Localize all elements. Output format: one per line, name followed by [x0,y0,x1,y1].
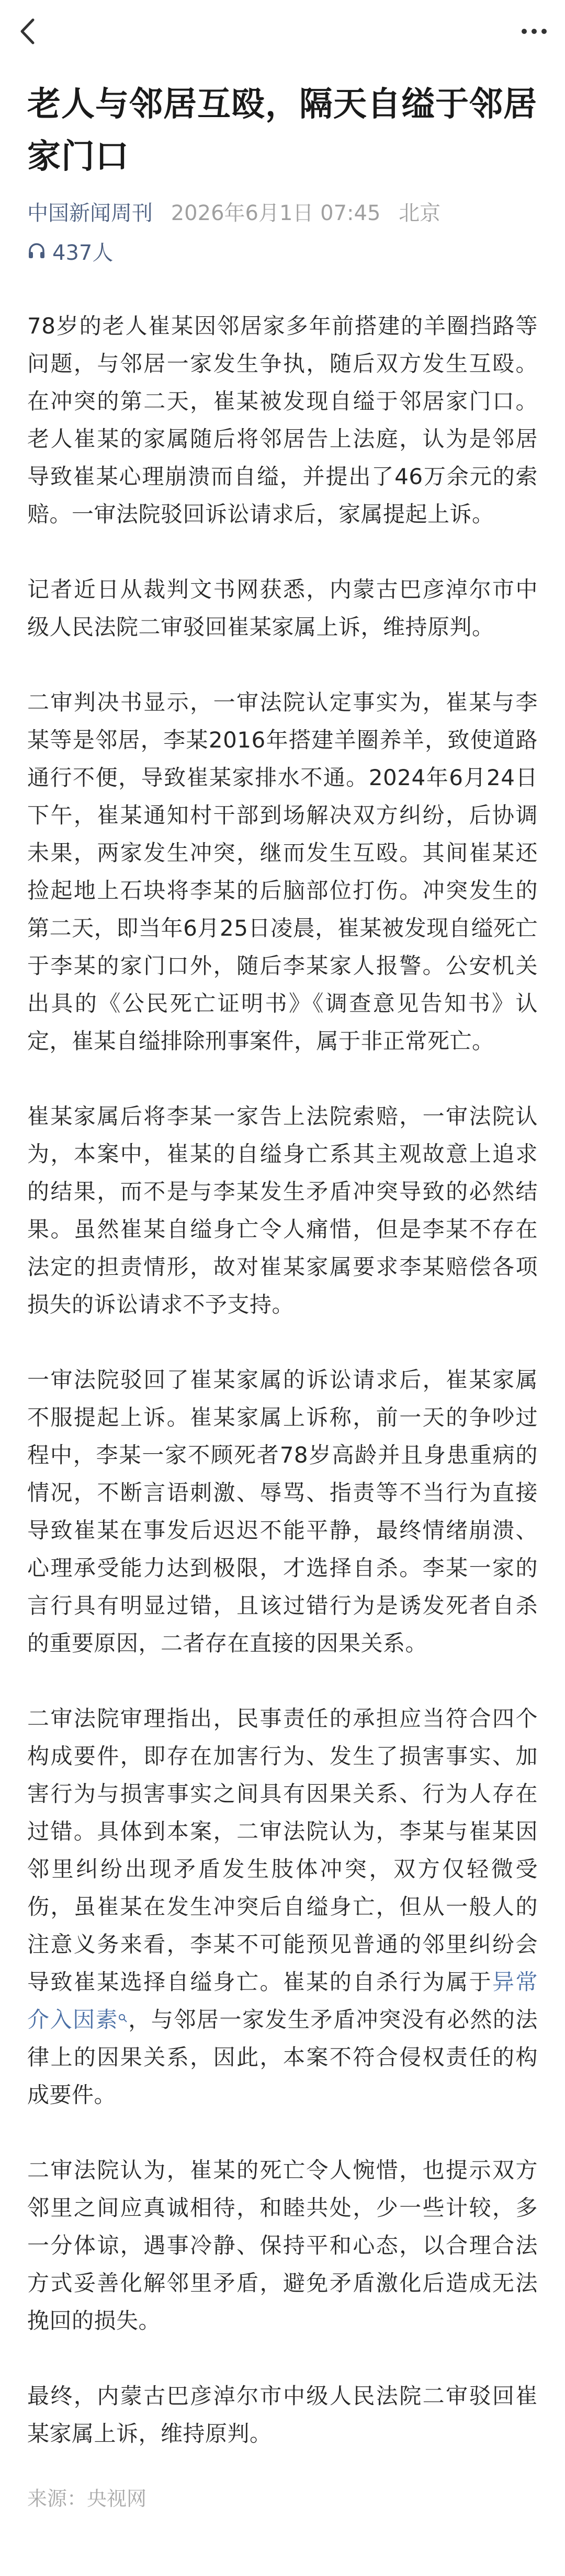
article-meta [27,199,538,228]
back-button[interactable] [12,15,43,48]
paragraph-4: 崔某家属后将李某一家告上法院索赔，一审法院认为，本案中，崔某的自缢身亡系其主观故意上追求的结果，而不是与李某发生矛盾冲突导致的必然结果。虽然崔某自缢身亡令人痛惜，但是李某不存在法定的担责情形，故对崔某家属要求李某赔偿各项损失的诉讼请求不予支持。 [27,1103,538,1317]
more-dots-icon [521,28,547,34]
listen-count-row[interactable] [27,236,538,266]
chevron-left-icon [19,18,35,45]
headphones-icon [27,242,46,260]
source-name[interactable]: 中国新闻周刊 [27,201,153,225]
date-text: 2026年6月1日 [171,201,314,225]
paragraph-5: 一审法院驳回了崔某家属的诉讼请求后，崔某家属不服提起上诉。崔某家属上诉称，前一天的争吵过程中，李某一家不顾死者78岁高龄并且身患重病的情况，不断言语刺激、辱骂、指责等不当行为直接导致崔某在事发后迟迟不能平静，最终情绪崩溃、心理承受能力达到极限，才选择自杀。李某一家的言行具有明显过错，且该过错行为是诱发死者自杀的重要原因，二者存在直接的因果关系。 [27,1367,538,1656]
paragraph-3: 二审判决书显示，一审法院认定事实为，崔某与李某等是邻居，李某2016年搭建羊圈养羊，致使道路通行不便，导致崔某家排水不通。2024年6月24日下午，崔某通知村干部到场解决双方纠纷，后协调未果，两家发生冲突，继而发生互殴。其间崔某还捡起地上石块将李某的后脑部位打伤。冲突发生的第二天，即当年6月25日凌晨，崔某被发现自缢死亡于李某的家门口外，随后李某家人报警。公安机关出具的《公民死亡证明书》《调查意见告知书》认定，崔某自缢排除刑事案件，属于非正常死亡。 [27,689,538,1054]
paragraph-6-text-b: ，与邻居一家发生矛盾冲突没有必然的法律上的因果关系，因此，本案不符合侵权责任的构成要件。 [27,2007,538,2108]
term-link-text: 异常介入因素 [27,1969,538,2032]
publish-location: 北京 [399,201,441,225]
paragraph-6 [27,1700,538,2114]
paragraph-1: 78岁的老人崔某因邻居家多年前搭建的羊圈挡路等问题，与邻居一家发生争执，随后双方发生互殴。在冲突的第二天，崔某被发现自缢于邻居家门口。老人崔某的家属随后将邻居告上法庭，认为是邻居导致崔某心理崩溃而自缢，并提出了46万余元的索赔。一审法院驳回诉讼请求后，家属提起上诉。 [27,313,538,527]
listen-count: 437人 [52,240,114,265]
paragraph-6-text-a: 二审法院审理指出，民事责任的承担应当符合四个构成要件，即存在加害行为、发生了损害事实、加害行为与损害事实之间具有因果关系、行为人存在过错。具体到本案，二审法院认为，李某与崔某因邻里纠纷出现矛盾发生肢体冲突，双方仅轻微受伤，虽崔某在发生冲突后自缢身亡，但从一般人的注意义务来看，李某不可能预见普通的邻里纠纷会导致崔某选择自缢身亡。崔某的自杀行为属于 [27,1706,538,1995]
top-nav-bar [0,0,565,63]
article-body [27,307,538,2513]
publish-date [171,201,381,225]
article-title: 老人与邻居互殴，隔天自缢于邻居家门口 [27,85,537,176]
paragraph-8: 最终，内蒙古巴彦淖尔市中级人民法院二审驳回崔某家属上诉，维持原判。 [27,2383,538,2446]
paragraph-7: 二审法院认为，崔某的死亡令人惋惜，也提示双方邻里之间应真诚相待，和睦共处，少一些计较，多一分体谅，遇事冷静、保持平和心态，以合理合法方式妥善化解邻里矛盾，避免矛盾激化后造成无法挽回的损失。 [27,2157,538,2333]
more-options-button[interactable] [516,15,552,48]
search-icon [118,2013,128,2026]
article [27,78,538,2513]
footer-source: 来源：央视网 [27,2487,147,2510]
paragraph-2: 记者近日从裁判文书网获悉，内蒙古巴彦淖尔市中级人民法院二审驳回崔某家属上诉，维持原判。 [27,577,538,640]
time-text: 07:45 [320,201,381,225]
